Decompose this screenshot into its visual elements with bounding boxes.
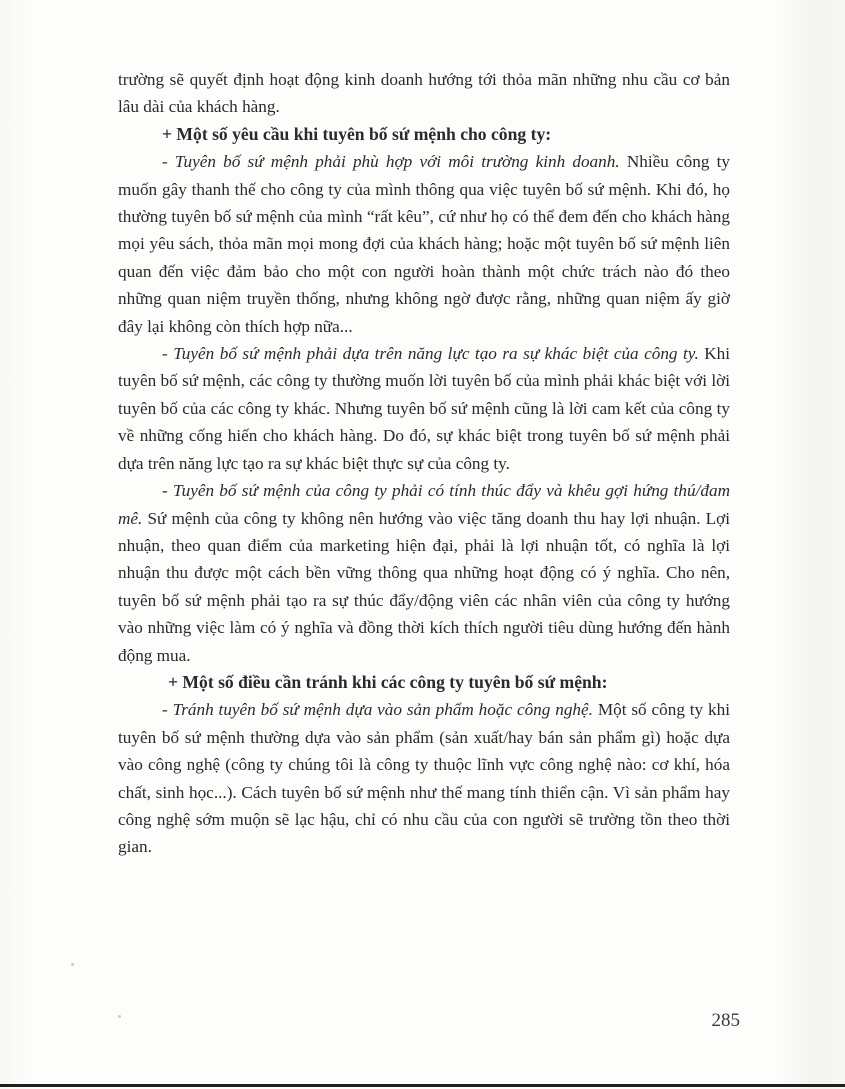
scan-bottom-edge (0, 1084, 845, 1087)
book-page-body (118, 66, 730, 861)
lead-requirement-inspiration: - Tuyên bố sứ mệnh của công ty phải có tính thúc đẩy và khêu gợi hứng thú/đam mê. (118, 481, 730, 528)
scan-shadow-right (775, 0, 845, 1089)
paragraph-avoid-product (118, 696, 730, 860)
scan-speck (71, 963, 74, 966)
paragraph-requirement-environment (118, 148, 730, 340)
heading-mission-requirements: + Một số yêu cầu khi tuyên bố sứ mệnh cho công ty: (162, 123, 552, 144)
paragraph-requirement-difference (118, 340, 730, 477)
lead-avoid-product: - Tránh tuyên bố sứ mệnh dựa vào sản phẩm hoặc công nghệ. (162, 700, 593, 720)
page-number: 285 (711, 1010, 740, 1031)
body-requirement-difference: Khi tuyên bố sứ mệnh, các công ty thường muốn lời tuyên bố của mình phải khác biệt với lời tuyên bố của các công ty khác. Nhưng tuyên bố sứ mệnh cũng là lời cam kết của công ty về những cống hiến cho khách hàng. Do đó, sự khác biệt trong tuyên bố sứ mệnh phải dựa trên năng lực tạo ra sự khác biệt thực sự của công ty. (118, 344, 731, 473)
paragraph-requirement-inspiration (118, 477, 730, 669)
heading-mission-avoid: + Một số điều cần tránh khi các công ty tuyên bố sứ mệnh: (168, 671, 608, 692)
scan-speck (118, 1015, 121, 1018)
scan-shadow-left (0, 0, 30, 1089)
paragraph-intro-continuation: trường sẽ quyết định hoạt động kinh doanh hướng tới thỏa mãn những nhu cầu cơ bản lâu dài của khách hàng. (118, 70, 730, 117)
body-requirement-inspiration: Sứ mệnh của công ty không nên hướng vào việc tăng doanh thu hay lợi nhuận. Lợi nhuận, theo quan điểm của marketing hiện đại, phải là lợi nhuận tốt, có nghĩa là lợi nhuận thu được một cách bền vững thông qua những hoạt động có ý nghĩa. Cho nên, tuyên bố sứ mệnh phải tạo ra sự thúc đẩy/động viên các nhân viên của công ty hướng vào những việc làm có ý nghĩa và đồng thời kích thích người tiêu dùng hướng đến hành động mua. (118, 508, 730, 665)
body-requirement-environment: Nhiều công ty muốn gây thanh thế cho công ty của mình thông qua việc tuyên bố sứ mệnh. Khi đó, họ thường tuyên bố sứ mệnh của mình “rất kêu”, cứ như họ có thể đem đến cho khách hàng mọi yêu sách, thỏa mãn mọi mong đợi của khách hàng; hoặc một tuyên bố sứ mệnh liên quan đến việc đảm bảo cho một con người hoàn thành một chức trách nào đó theo những quan niệm truyền thống, nhưng không ngờ được rằng, những quan niệm ấy giờ đây lại không còn thích hợp nữa... (118, 152, 730, 336)
lead-requirement-environment: - Tuyên bố sứ mệnh phải phù hợp với môi trường kinh doanh. (162, 152, 620, 172)
body-avoid-product: Một số công ty khi tuyên bố sứ mệnh thường dựa vào sản phẩm (sản xuất/hay bán sản phẩm gì) hoặc dựa vào công nghệ (công ty chúng tôi là công ty thuộc lĩnh vực công nghệ nào: cơ khí, hóa chất, sinh học...). Cách tuyên bố sứ mệnh như thế mang tính thiển cận. Vì sản phẩm hay công nghệ sớm muộn sẽ lạc hậu, chỉ có nhu cầu của con người sẽ trường tồn theo thời gian. (118, 700, 730, 857)
lead-requirement-difference: - Tuyên bố sứ mệnh phải dựa trên năng lực tạo ra sự khác biệt của công ty. (162, 344, 699, 364)
